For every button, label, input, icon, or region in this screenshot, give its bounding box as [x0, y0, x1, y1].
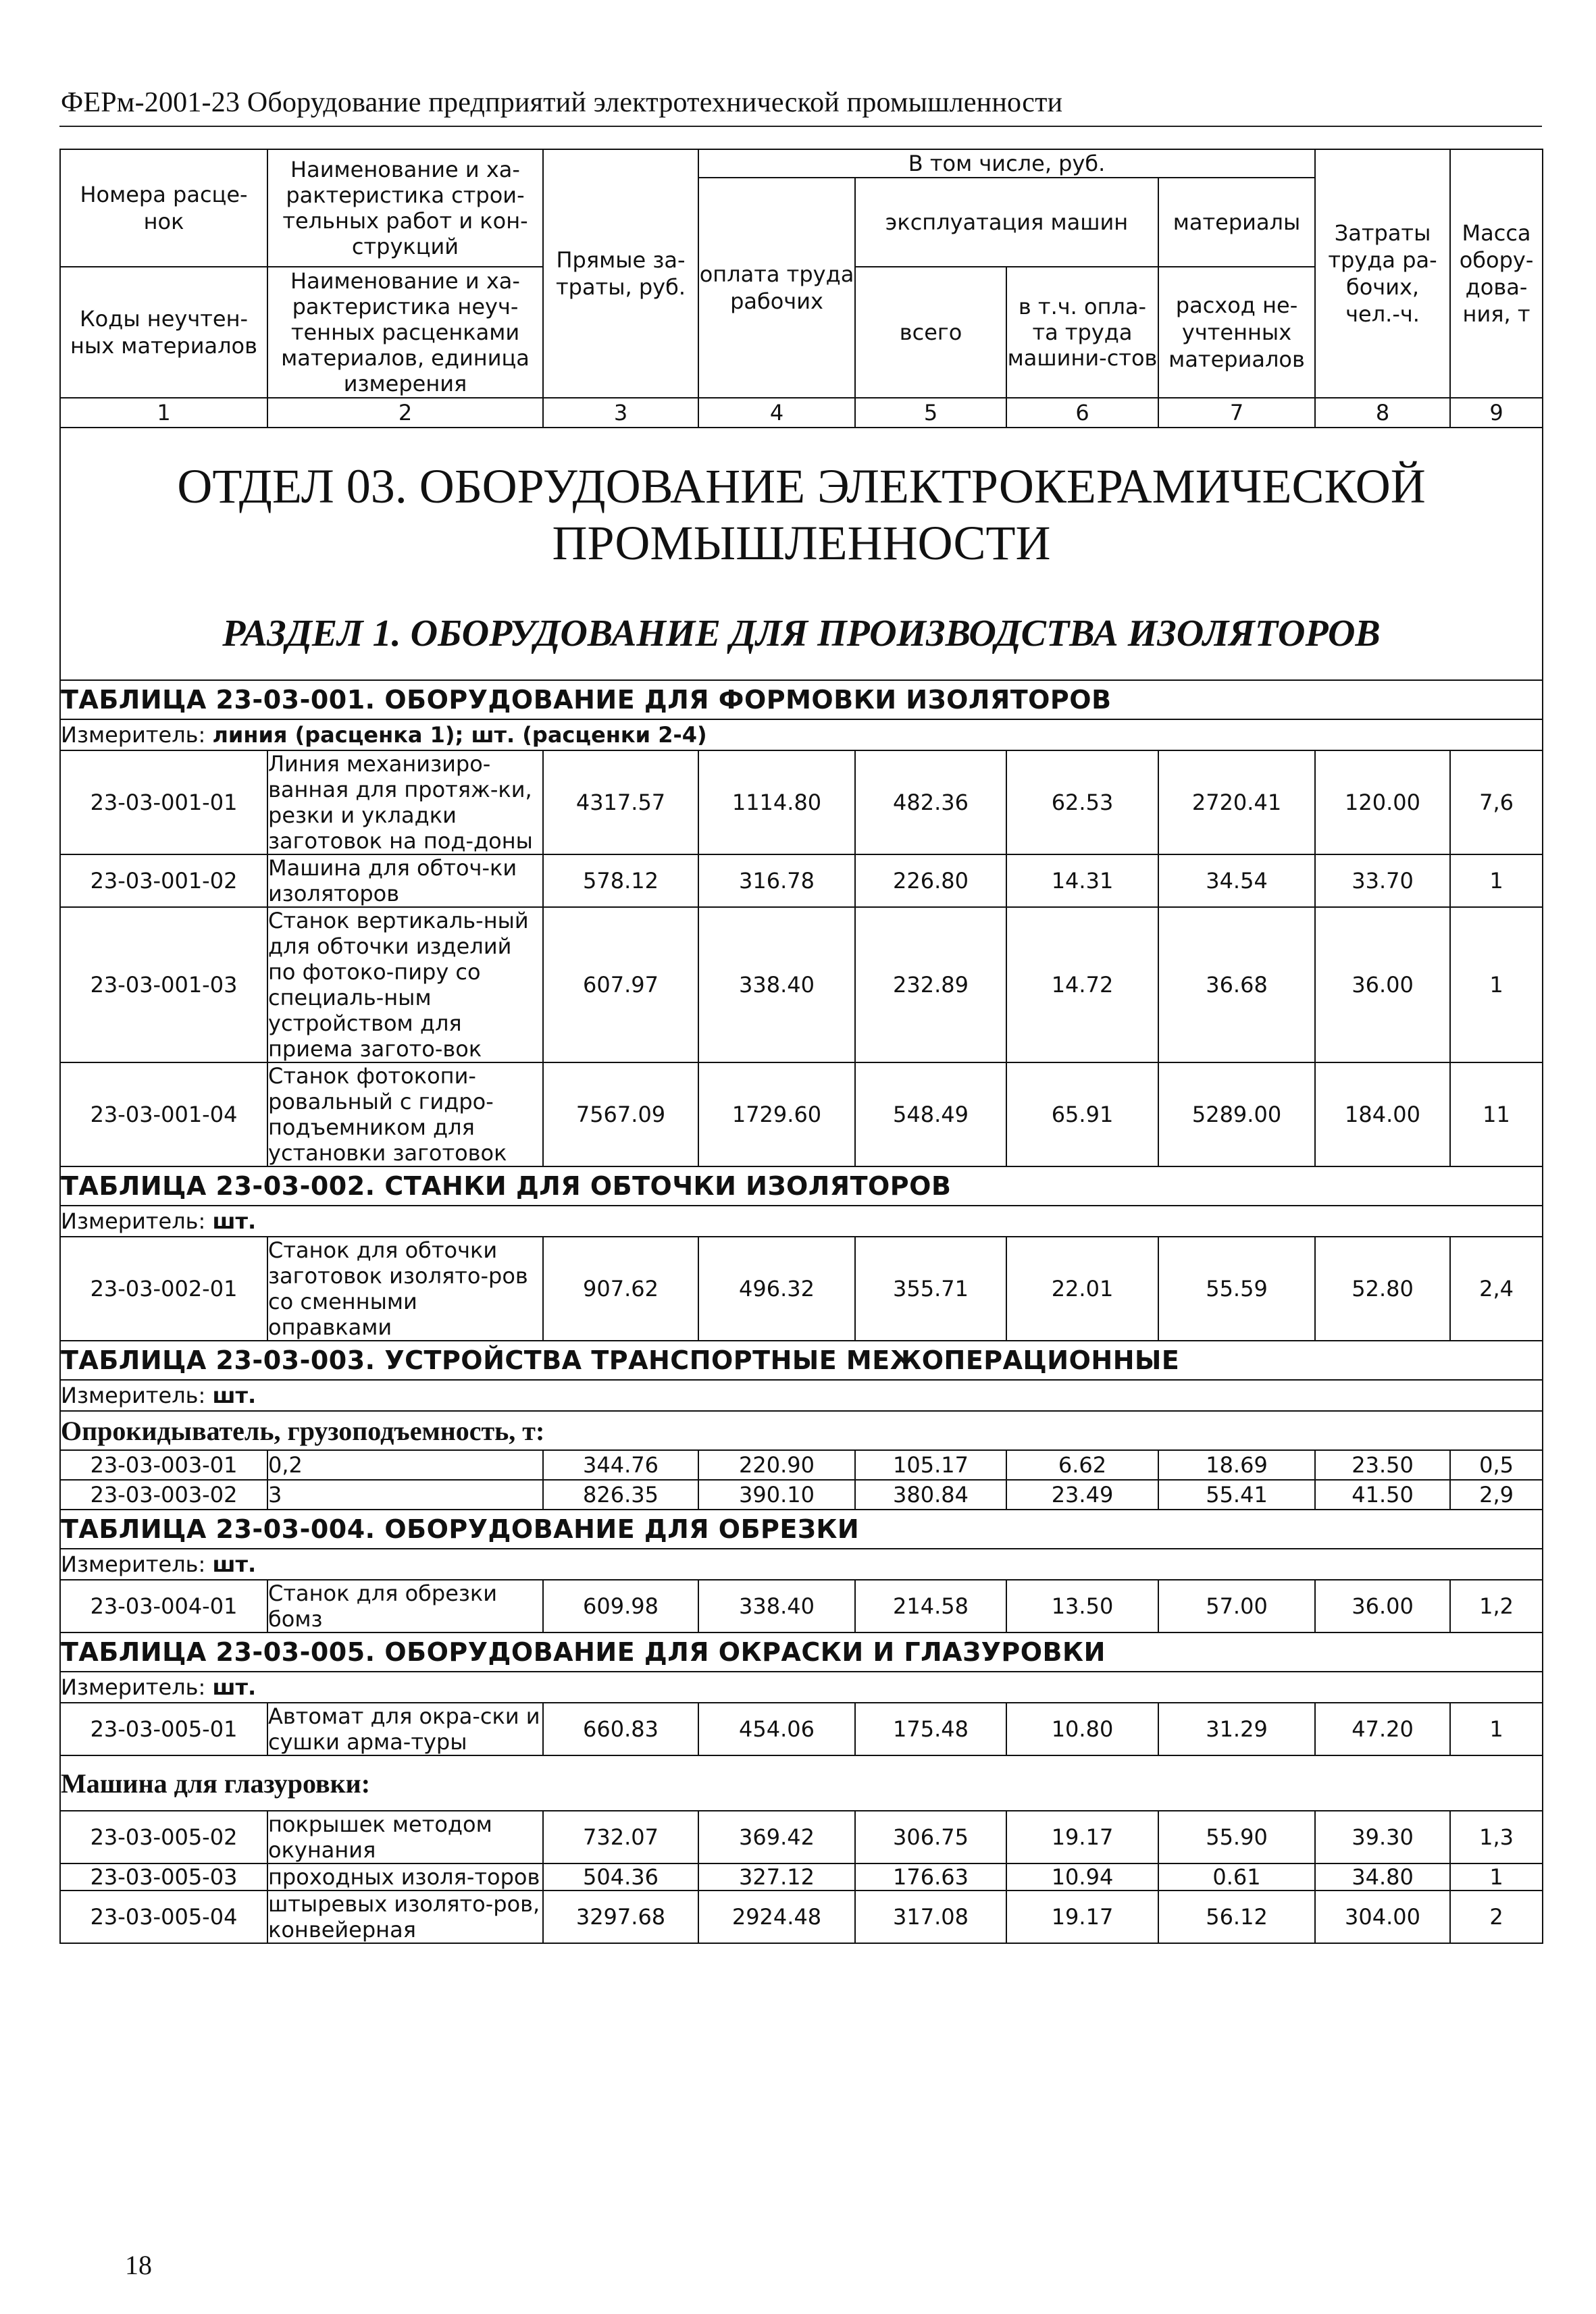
value-c9: 1 — [1450, 1863, 1543, 1891]
rate-code: 23-03-001-04 — [60, 1062, 267, 1166]
value-c4: 338.40 — [698, 907, 855, 1062]
table-row — [60, 854, 1543, 907]
value-c3: 607.97 — [543, 907, 698, 1062]
value-c8: 36.00 — [1315, 1580, 1450, 1632]
value-c8: 47.20 — [1315, 1703, 1450, 1755]
value-c5: 380.84 — [855, 1480, 1006, 1510]
value-c8: 41.50 — [1315, 1480, 1450, 1510]
value-c9: 1,2 — [1450, 1580, 1543, 1632]
column-number: 6 — [1006, 398, 1158, 428]
measure-value: линия (расценка 1); шт. (расценки 2-4) — [212, 722, 707, 748]
measure-value: шт. — [212, 1383, 257, 1408]
col7-header: расход не-учтенных материалов — [1158, 267, 1315, 398]
table-body — [60, 1811, 1543, 1943]
value-c3: 3297.68 — [543, 1891, 698, 1943]
table-body — [60, 1237, 1543, 1341]
rate-code: 23-03-001-01 — [60, 750, 267, 854]
table-row — [60, 1480, 1543, 1510]
header-rule — [59, 126, 1542, 127]
table-body — [60, 1703, 1543, 1755]
table-title: ТАБЛИЦА 23-03-001. ОБОРУДОВАНИЕ ДЛЯ ФОРМОВКИ ИЗОЛЯТОРОВ — [60, 680, 1543, 719]
value-c3: 7567.09 — [543, 1062, 698, 1166]
measure-value: шт. — [212, 1208, 257, 1234]
rate-code: 23-03-005-01 — [60, 1703, 267, 1755]
value-c9: 1 — [1450, 854, 1543, 907]
value-c3: 907.62 — [543, 1237, 698, 1341]
value-c8: 52.80 — [1315, 1237, 1450, 1341]
materials-header: материалы — [1158, 178, 1315, 267]
col6-header: в т.ч. опла-та труда машини-стов — [1006, 267, 1158, 398]
value-c5: 548.49 — [855, 1062, 1006, 1166]
exploitation-header: эксплуатация машин — [855, 178, 1158, 267]
column-number: 8 — [1315, 398, 1450, 428]
value-c4: 1729.60 — [698, 1062, 855, 1166]
column-number: 1 — [60, 398, 267, 428]
col1-top-header: Номера расце-нок — [60, 149, 267, 267]
col2-top-header: Наименование и ха-рактеристика строи-тельных работ и кон-струкций — [267, 149, 543, 267]
value-c8: 304.00 — [1315, 1891, 1450, 1943]
rate-code: 23-03-005-03 — [60, 1863, 267, 1891]
value-c5: 105.17 — [855, 1450, 1006, 1480]
rate-code: 23-03-004-01 — [60, 1580, 267, 1632]
rate-description: Станок фотокопи-ровальный с гидро-подъемником для установки заготовок — [267, 1062, 543, 1166]
value-c6: 14.31 — [1006, 854, 1158, 907]
value-c6: 19.17 — [1006, 1811, 1158, 1863]
table-row — [60, 1062, 1543, 1166]
value-c7: 55.59 — [1158, 1237, 1315, 1341]
value-c3: 344.76 — [543, 1450, 698, 1480]
value-c5: 214.58 — [855, 1580, 1006, 1632]
measure-line — [60, 1549, 1543, 1580]
value-c5: 232.89 — [855, 907, 1006, 1062]
table-row — [60, 1811, 1543, 1863]
measure-label: Измеритель: — [61, 722, 213, 748]
value-c5: 176.63 — [855, 1863, 1006, 1891]
value-c6: 22.01 — [1006, 1237, 1158, 1341]
value-c6: 14.72 — [1006, 907, 1158, 1062]
value-c5: 355.71 — [855, 1237, 1006, 1341]
table-title: ТАБЛИЦА 23-03-004. ОБОРУДОВАНИЕ ДЛЯ ОБРЕЗКИ — [60, 1510, 1543, 1549]
subheading: Опрокидыватель, грузоподъемность, т: — [60, 1411, 1543, 1450]
rates-table — [59, 149, 1543, 1944]
table-row — [60, 907, 1543, 1062]
table-title: ТАБЛИЦА 23-03-005. ОБОРУДОВАНИЕ ДЛЯ ОКРАСКИ И ГЛАЗУРОВКИ — [60, 1632, 1543, 1672]
value-c6: 6.62 — [1006, 1450, 1158, 1480]
value-c4: 390.10 — [698, 1480, 855, 1510]
column-number: 2 — [267, 398, 543, 428]
group-header: В том числе, руб. — [698, 149, 1315, 178]
value-c7: 0.61 — [1158, 1863, 1315, 1891]
value-c3: 826.35 — [543, 1480, 698, 1510]
rate-code: 23-03-001-02 — [60, 854, 267, 907]
column-numbers-row — [60, 398, 1543, 428]
col1-bottom-header: Коды неучтен-ных материалов — [60, 267, 267, 398]
table-row — [60, 1863, 1543, 1891]
value-c7: 55.41 — [1158, 1480, 1315, 1510]
rate-description: Станок вертикаль-ный для обточки изделий по фотоко-пиру со специаль-ным устройством для приема загото-вок — [267, 907, 543, 1062]
value-c7: 18.69 — [1158, 1450, 1315, 1480]
value-c4: 2924.48 — [698, 1891, 855, 1943]
value-c4: 369.42 — [698, 1811, 855, 1863]
value-c9: 1 — [1450, 907, 1543, 1062]
rate-code: 23-03-003-02 — [60, 1480, 267, 1510]
rate-description: Машина для обточ-ки изоляторов — [267, 854, 543, 907]
table-row — [60, 1450, 1543, 1480]
rate-description: Станок для обточки заготовок изолято-ров со сменными оправками — [267, 1237, 543, 1341]
column-number: 5 — [855, 398, 1006, 428]
measure-value: шт. — [212, 1674, 257, 1700]
rate-code: 23-03-001-03 — [60, 907, 267, 1062]
value-c6: 19.17 — [1006, 1891, 1158, 1943]
measure-value: шт. — [212, 1551, 257, 1577]
razdel-title: РАЗДЕЛ 1. ОБОРУДОВАНИЕ ДЛЯ ПРОИЗВОДСТВА ИЗОЛЯТОРОВ — [222, 613, 1381, 654]
value-c8: 39.30 — [1315, 1811, 1450, 1863]
value-c3: 578.12 — [543, 854, 698, 907]
value-c3: 660.83 — [543, 1703, 698, 1755]
measure-line — [60, 1672, 1543, 1703]
value-c8: 36.00 — [1315, 907, 1450, 1062]
value-c6: 23.49 — [1006, 1480, 1158, 1510]
value-c4: 338.40 — [698, 1580, 855, 1632]
rate-description: Станок для обрезки бомз — [267, 1580, 543, 1632]
table-title: ТАБЛИЦА 23-03-002. СТАНКИ ДЛЯ ОБТОЧКИ ИЗОЛЯТОРОВ — [60, 1166, 1543, 1206]
table-row — [60, 1891, 1543, 1943]
table-row — [60, 1580, 1543, 1632]
column-number: 7 — [1158, 398, 1315, 428]
table-body — [60, 1580, 1543, 1632]
value-c9: 7,6 — [1450, 750, 1543, 854]
value-c4: 220.90 — [698, 1450, 855, 1480]
measure-label: Измеритель: — [61, 1674, 213, 1700]
measure-line — [60, 1380, 1543, 1411]
value-c7: 31.29 — [1158, 1703, 1315, 1755]
value-c6: 13.50 — [1006, 1580, 1158, 1632]
col9-header: Масса обору-дова-ния, т — [1450, 149, 1543, 398]
value-c9: 0,5 — [1450, 1450, 1543, 1480]
value-c5: 175.48 — [855, 1703, 1006, 1755]
value-c7: 57.00 — [1158, 1580, 1315, 1632]
value-c8: 33.70 — [1315, 854, 1450, 907]
section-heading-cell — [60, 428, 1543, 680]
otdel-title: ОТДЕЛ 03. ОБОРУДОВАНИЕ ЭЛЕКТРОКЕРАМИЧЕСКОЙ ПРОМЫШЛЕННОСТИ — [177, 459, 1426, 570]
page-number: 18 — [125, 2250, 152, 2280]
rate-description: 0,2 — [267, 1450, 543, 1480]
rate-code: 23-03-002-01 — [60, 1237, 267, 1341]
value-c6: 10.94 — [1006, 1863, 1158, 1891]
value-c9: 1,3 — [1450, 1811, 1543, 1863]
value-c9: 2 — [1450, 1891, 1543, 1943]
column-number: 3 — [543, 398, 698, 428]
rate-code: 23-03-005-02 — [60, 1811, 267, 1863]
value-c7: 55.90 — [1158, 1811, 1315, 1863]
page-header: ФЕРм-2001-23 Оборудование предприятий электротехнической промышленности — [61, 87, 1063, 118]
table-row — [60, 1703, 1543, 1755]
rate-description: покрышек методом окунания — [267, 1811, 543, 1863]
measure-line — [60, 719, 1543, 750]
table-body — [60, 1450, 1543, 1510]
col8-header: Затраты труда ра-бочих, чел.-ч. — [1315, 149, 1450, 398]
rate-code: 23-03-005-04 — [60, 1891, 267, 1943]
col3-header: Прямые за-траты, руб. — [543, 149, 698, 398]
value-c7: 34.54 — [1158, 854, 1315, 907]
rate-description: Автомат для окра-ски и сушки арма-туры — [267, 1703, 543, 1755]
col5-header: всего — [855, 267, 1006, 398]
col4-header: оплата труда рабочих — [698, 178, 855, 398]
rate-code: 23-03-003-01 — [60, 1450, 267, 1480]
measure-label: Измеритель: — [61, 1551, 213, 1577]
value-c3: 4317.57 — [543, 750, 698, 854]
table-row — [60, 750, 1543, 854]
value-c9: 2,4 — [1450, 1237, 1543, 1341]
value-c4: 454.06 — [698, 1703, 855, 1755]
value-c4: 496.32 — [698, 1237, 855, 1341]
subheading: Машина для глазуровки: — [60, 1755, 1543, 1811]
value-c6: 10.80 — [1006, 1703, 1158, 1755]
value-c5: 317.08 — [855, 1891, 1006, 1943]
table-body — [60, 750, 1543, 1166]
col2-bottom-header: Наименование и ха-рактеристика неуч-тенных расценками материалов, единица измерения — [267, 267, 543, 398]
value-c8: 184.00 — [1315, 1062, 1450, 1166]
value-c3: 504.36 — [543, 1863, 698, 1891]
measure-label: Измеритель: — [61, 1383, 213, 1408]
value-c5: 226.80 — [855, 854, 1006, 907]
value-c4: 1114.80 — [698, 750, 855, 854]
value-c5: 482.36 — [855, 750, 1006, 854]
column-number: 4 — [698, 398, 855, 428]
value-c3: 732.07 — [543, 1811, 698, 1863]
rate-description: проходных изоля-торов — [267, 1863, 543, 1891]
value-c7: 36.68 — [1158, 907, 1315, 1062]
value-c4: 316.78 — [698, 854, 855, 907]
table-row — [60, 1237, 1543, 1341]
rate-description: Линия механизиро-ванная для протяж-ки, резки и укладки заготовок на под-доны — [267, 750, 543, 854]
value-c7: 2720.41 — [1158, 750, 1315, 854]
column-number: 9 — [1450, 398, 1543, 428]
value-c6: 62.53 — [1006, 750, 1158, 854]
value-c4: 327.12 — [698, 1863, 855, 1891]
table-title: ТАБЛИЦА 23-03-003. УСТРОЙСТВА ТРАНСПОРТНЫЕ МЕЖОПЕРАЦИОННЫЕ — [60, 1341, 1543, 1380]
measure-label: Измеритель: — [61, 1208, 213, 1234]
value-c7: 56.12 — [1158, 1891, 1315, 1943]
value-c9: 2,9 — [1450, 1480, 1543, 1510]
rate-description: штыревых изолято-ров, конвейерная — [267, 1891, 543, 1943]
value-c7: 5289.00 — [1158, 1062, 1315, 1166]
value-c8: 23.50 — [1315, 1450, 1450, 1480]
value-c9: 1 — [1450, 1703, 1543, 1755]
rate-description: 3 — [267, 1480, 543, 1510]
value-c6: 65.91 — [1006, 1062, 1158, 1166]
value-c9: 11 — [1450, 1062, 1543, 1166]
value-c8: 120.00 — [1315, 750, 1450, 854]
value-c8: 34.80 — [1315, 1863, 1450, 1891]
measure-line — [60, 1206, 1543, 1237]
value-c3: 609.98 — [543, 1580, 698, 1632]
value-c5: 306.75 — [855, 1811, 1006, 1863]
